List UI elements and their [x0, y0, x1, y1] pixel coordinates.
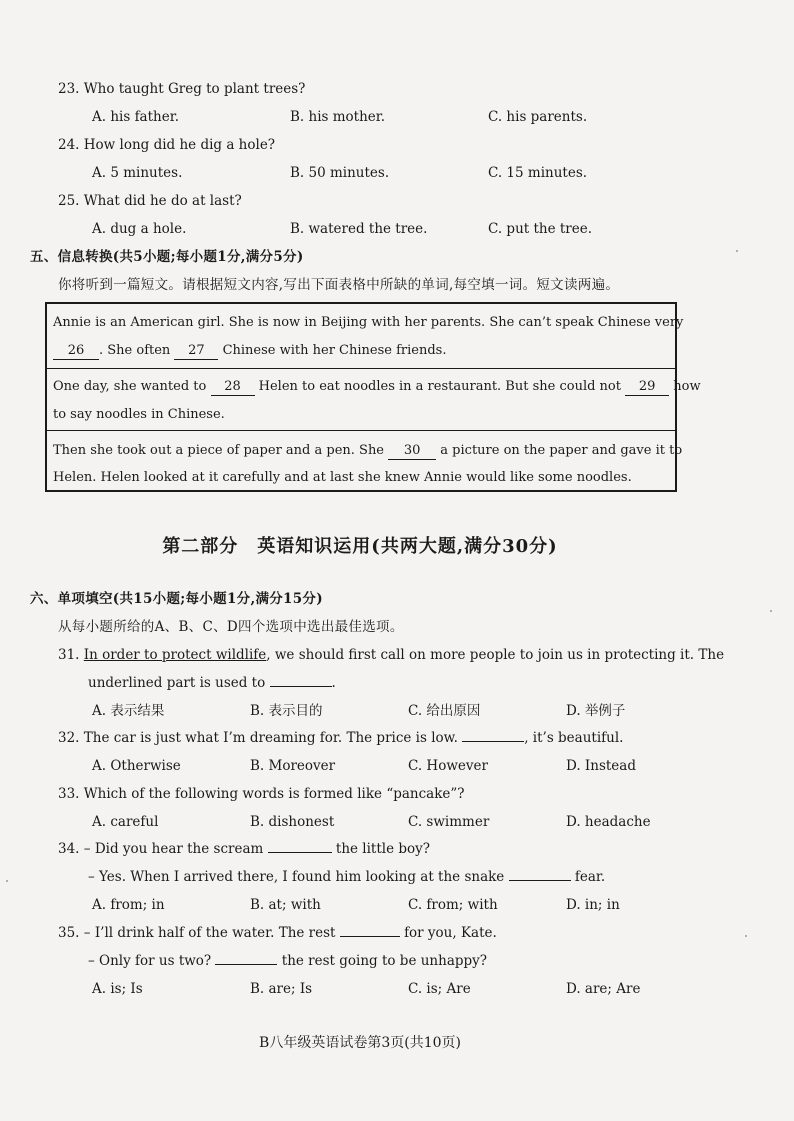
section-5-header: 五、信息转换(共5小题;每小题1分,满分5分): [30, 249, 304, 265]
table-row-3-text-a: Then she took out a piece of paper and a pen. She: [53, 443, 385, 458]
table-row-3-line-2: Helen. Helen looked at it carefully and at last she knew Annie would like some noodles.: [53, 470, 632, 485]
table-row-divider: [47, 368, 675, 369]
question-24-option-b[interactable]: B. 50 minutes.: [290, 165, 390, 181]
table-row-1-text-a: . She often: [99, 343, 171, 358]
question-33-option-d[interactable]: D. headache: [566, 814, 651, 830]
question-35-number: 35.: [58, 925, 80, 941]
question-32-blank[interactable]: [462, 741, 524, 742]
table-row-2-line-1: [53, 378, 701, 396]
question-34-option-d[interactable]: D. in; in: [566, 897, 620, 913]
section-6-header: 六、单项填空(共15小题;每小题1分,满分15分): [30, 591, 323, 607]
scan-speck: [6, 880, 8, 882]
question-35-line-2: [88, 952, 487, 970]
question-31-end: .: [331, 675, 336, 691]
question-34-line-2-text-a: – Yes. When I arrived there, I found him looking at the snake: [88, 869, 505, 885]
question-24-option-c[interactable]: C. 15 minutes.: [488, 165, 588, 181]
question-34-blank-1[interactable]: [268, 852, 332, 853]
question-32-end: , it’s beautiful.: [524, 730, 624, 746]
page-footer: B八年级英语试卷第3页(共10页): [259, 1035, 461, 1051]
question-35-line-2-text-b: the rest going to be unhappy?: [281, 953, 488, 969]
question-34-line-1: [58, 840, 430, 858]
scan-speck: [745, 935, 747, 937]
question-23-option-c[interactable]: C. his parents.: [488, 109, 588, 125]
blank-26[interactable]: 26: [53, 343, 99, 360]
question-25-option-c[interactable]: C. put the tree.: [488, 221, 593, 237]
question-34-option-c[interactable]: C. from; with: [408, 897, 498, 913]
section-5-instruction: 你将听到一篇短文。请根据短文内容,写出下面表格中所缺的单词,每空填一词。短文读两遍。: [58, 277, 620, 293]
question-34-option-a[interactable]: A. from; in: [92, 897, 165, 913]
scan-speck: [770, 610, 772, 612]
question-31-stem-line-2: [88, 674, 336, 692]
question-31-option-a[interactable]: A. 表示结果: [92, 703, 165, 719]
question-32-option-c[interactable]: C. However: [408, 758, 488, 774]
question-35-option-d[interactable]: D. are; Are: [566, 981, 641, 997]
table-row-1-line-2: [53, 342, 446, 360]
question-34-option-b[interactable]: B. at; with: [250, 897, 321, 913]
blank-30[interactable]: 30: [388, 443, 436, 460]
question-35-option-a[interactable]: A. is; Is: [92, 981, 143, 997]
question-31-blank[interactable]: [270, 686, 332, 687]
question-35-line-1: [58, 924, 497, 942]
question-32-option-b[interactable]: B. Moreover: [250, 758, 336, 774]
question-35-blank-2[interactable]: [215, 964, 277, 965]
question-25-stem: 25. What did he do at last?: [58, 193, 242, 209]
question-31-stem-line-1: [58, 646, 724, 664]
question-31-number: 31.: [58, 647, 80, 663]
table-row-2-line-2: to say noodles in Chinese.: [53, 407, 225, 422]
question-31-text: , we should first call on more people to join us in protecting it. The: [266, 647, 725, 663]
blank-27[interactable]: 27: [174, 343, 218, 360]
question-34-number: 34.: [58, 841, 80, 857]
table-row-divider: [47, 430, 675, 431]
question-23-stem: 23. Who taught Greg to plant trees?: [58, 81, 306, 97]
question-32-option-d[interactable]: D. Instead: [566, 758, 636, 774]
question-31-option-c[interactable]: C. 给出原因: [408, 703, 481, 719]
question-25-option-b[interactable]: B. watered the tree.: [290, 221, 428, 237]
question-24-option-a[interactable]: A. 5 minutes.: [92, 165, 183, 181]
question-34-line-1-text-a: – Did you hear the scream: [83, 841, 264, 857]
question-31-option-d[interactable]: D. 举例子: [566, 703, 626, 719]
question-34-line-2-text-b: fear.: [574, 869, 606, 885]
question-35-option-c[interactable]: C. is; Are: [408, 981, 471, 997]
table-row-2-text-b: Helen to eat noodles in a restaurant. But she could not: [258, 379, 621, 394]
question-32-stem: [58, 729, 623, 747]
question-33-option-b[interactable]: B. dishonest: [250, 814, 335, 830]
question-23-option-b[interactable]: B. his mother.: [290, 109, 386, 125]
blank-28[interactable]: 28: [211, 379, 255, 396]
question-25-option-a[interactable]: A. dug a hole.: [92, 221, 187, 237]
question-34-blank-2[interactable]: [509, 880, 571, 881]
table-row-3-text-b: a picture on the paper and gave it to: [440, 443, 683, 458]
question-34-line-2: [88, 868, 605, 886]
question-35-line-1-text-a: – I’ll drink half of the water. The rest: [83, 925, 336, 941]
scan-speck: [736, 250, 738, 252]
question-31-line-2-text: underlined part is used to: [88, 675, 266, 691]
question-35-line-2-text-a: – Only for us two?: [88, 953, 212, 969]
question-34-line-1-text-b: the little boy?: [335, 841, 431, 857]
question-24-stem: 24. How long did he dig a hole?: [58, 137, 276, 153]
table-row-2-text-a: One day, she wanted to: [53, 379, 207, 394]
question-35-blank-1[interactable]: [340, 936, 400, 937]
question-32-text: 32. The car is just what I’m dreaming for. The price is low.: [58, 730, 458, 746]
table-row-1-line-1: Annie is an American girl. She is now in Beijing with her parents. She can’t speak Chinese very: [53, 315, 684, 330]
table-row-2-text-c: how: [673, 379, 701, 394]
question-33-stem: 33. Which of the following words is formed like “pancake”?: [58, 786, 465, 802]
question-35-line-1-text-b: for you, Kate.: [404, 925, 497, 941]
question-33-option-a[interactable]: A. careful: [92, 814, 159, 830]
part-2-title: 第二部分 英语知识运用(共两大题,满分30分): [162, 536, 558, 557]
blank-29[interactable]: 29: [625, 379, 669, 396]
question-35-option-b[interactable]: B. are; Is: [250, 981, 313, 997]
question-31-option-b[interactable]: B. 表示目的: [250, 703, 323, 719]
question-31-underlined-text: In order to protect wildlife: [83, 647, 267, 663]
question-32-option-a[interactable]: A. Otherwise: [92, 758, 181, 774]
table-row-3-line-1: [53, 442, 682, 460]
info-transfer-table: [45, 302, 701, 492]
question-23-option-a[interactable]: A. his father.: [92, 109, 179, 125]
table-row-1-text-b: Chinese with her Chinese friends.: [222, 343, 447, 358]
section-6-instruction: 从每小题所给的A、B、C、D四个选项中选出最佳选项。: [58, 619, 404, 635]
question-33-option-c[interactable]: C. swimmer: [408, 814, 490, 830]
